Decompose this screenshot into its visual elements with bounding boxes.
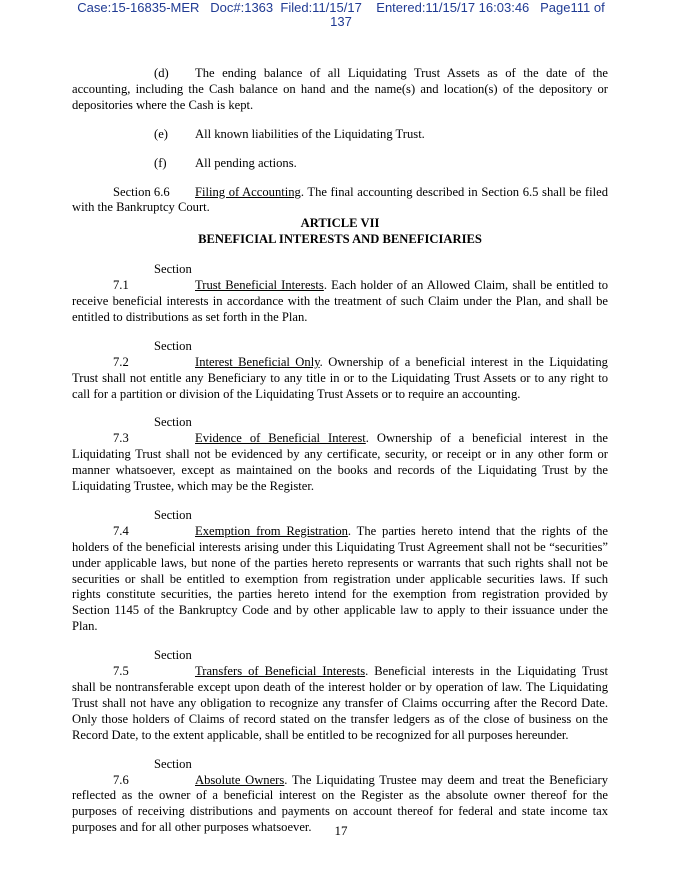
entered-date: Entered:11/15/17 16:03:46 [376, 0, 530, 15]
list-item-e: (e) All known liabilities of the Liquidating Trust. [154, 126, 425, 141]
court-filing-header [0, 1, 682, 29]
article-title: BENEFICIAL INTERESTS AND BENEFICIARIES [198, 232, 482, 247]
section-7-3: Section 7.3 Evidence of Beneficial Interest. Ownership of a beneficial interest in the Liquidating Trust shall not be evidenced by any certificate, security, or receipt or in any other form or manner whatsoever, except as maintained on the books and records of the Liquidating Trust by the Liquidating Trustee, which may be the Register. [72, 415, 608, 494]
list-item-f: (f) All pending actions. [154, 155, 297, 170]
list-item-d: (d) The ending balance of all Liquidating Trust Assets as of the date of the accounting, including the Cash balance on hand and the name(s) and location(s) of the depository or depositories where the Cash is kept. [72, 66, 608, 112]
section-heading: Evidence of Beneficial Interest [195, 431, 366, 446]
page-of: Page111 of [540, 0, 605, 15]
page-total: 137 [330, 14, 352, 29]
section-7-6: Section 7.6 Absolute Owners. The Liquidating Trustee may deem and treat the Beneficiary reflected as the owner of a beneficial interest on the Register as the absolute owner thereof for the purposes of receiving distributions and payments on account thereof for federal and state income tax purposes and for all other purposes whatsoever. [72, 756, 608, 835]
section-heading: Absolute Owners [195, 772, 285, 787]
section-7-1: Section 7.1 Trust Beneficial Interests. Each holder of an Allowed Claim, shall be entitled to receive beneficial interests in accordance with the treatment of such Claim under the Plan, and shall be entitled to distributions as set forth in the Plan. [72, 262, 608, 324]
section-7-4: Section 7.4 Exemption from Registration. The parties hereto intend that the rights of the holders of the beneficial interests arising under this Liquidating Trust Agreement shall not be “securities” under applicable laws, but none of the parties hereto represents or warrants that such rights shall not be securities or shall be entitled to exemption from registration under applicable securities laws. If such rights constitute securities, the parties hereto intend for the exemption from registration provided by Section 1145 of the Bankruptcy Code and by other applicable law to apply to their issuance under the Plan. [72, 507, 608, 634]
document-body [72, 66, 608, 836]
article-number: ARTICLE VII [300, 216, 380, 231]
page-number: 17 [334, 823, 348, 838]
case-number: Case:15-16835-MER [77, 0, 200, 15]
section-heading: Filing of Accounting [195, 184, 301, 199]
section-7-2: Section 7.2 Interest Beneficial Only. Ownership of a beneficial interest in the Liquidating Trust shall not entitle any Beneficiary to any title in or to the Liquidating Trust Assets or to any right to call for a partition or division of the Liquidating Trust Assets or to require an accounting. [72, 338, 608, 401]
section-heading: Transfers of Beneficial Interests [195, 664, 366, 679]
section-7-5: Section 7.5 Transfers of Beneficial Interests. Beneficial interests in the Liquidating Trust shall be nontransferable except upon death of the interest holder or by operation of law. The Liquidating Trust shall not have any obligation to recognize any transfer of Claims occurring after the Record Date. Only those holders of Claims of record stated on the transfer ledgers as of the close of business on the Record Date, to the extent applicable, shall be entitled to be recognized for all purposes hereunder. [72, 648, 608, 742]
section-heading: Trust Beneficial Interests [195, 278, 324, 293]
filed-date: Filed:11/15/17 [280, 0, 362, 15]
section-heading: Exemption from Registration [195, 523, 348, 538]
section-heading: Interest Beneficial Only [195, 354, 320, 369]
section-6-6: Section 6.6 Filing of Accounting. The final accounting described in Section 6.5 shall be filed with the Bankruptcy Court. [72, 184, 608, 215]
doc-number: Doc#:1363 [210, 0, 274, 15]
